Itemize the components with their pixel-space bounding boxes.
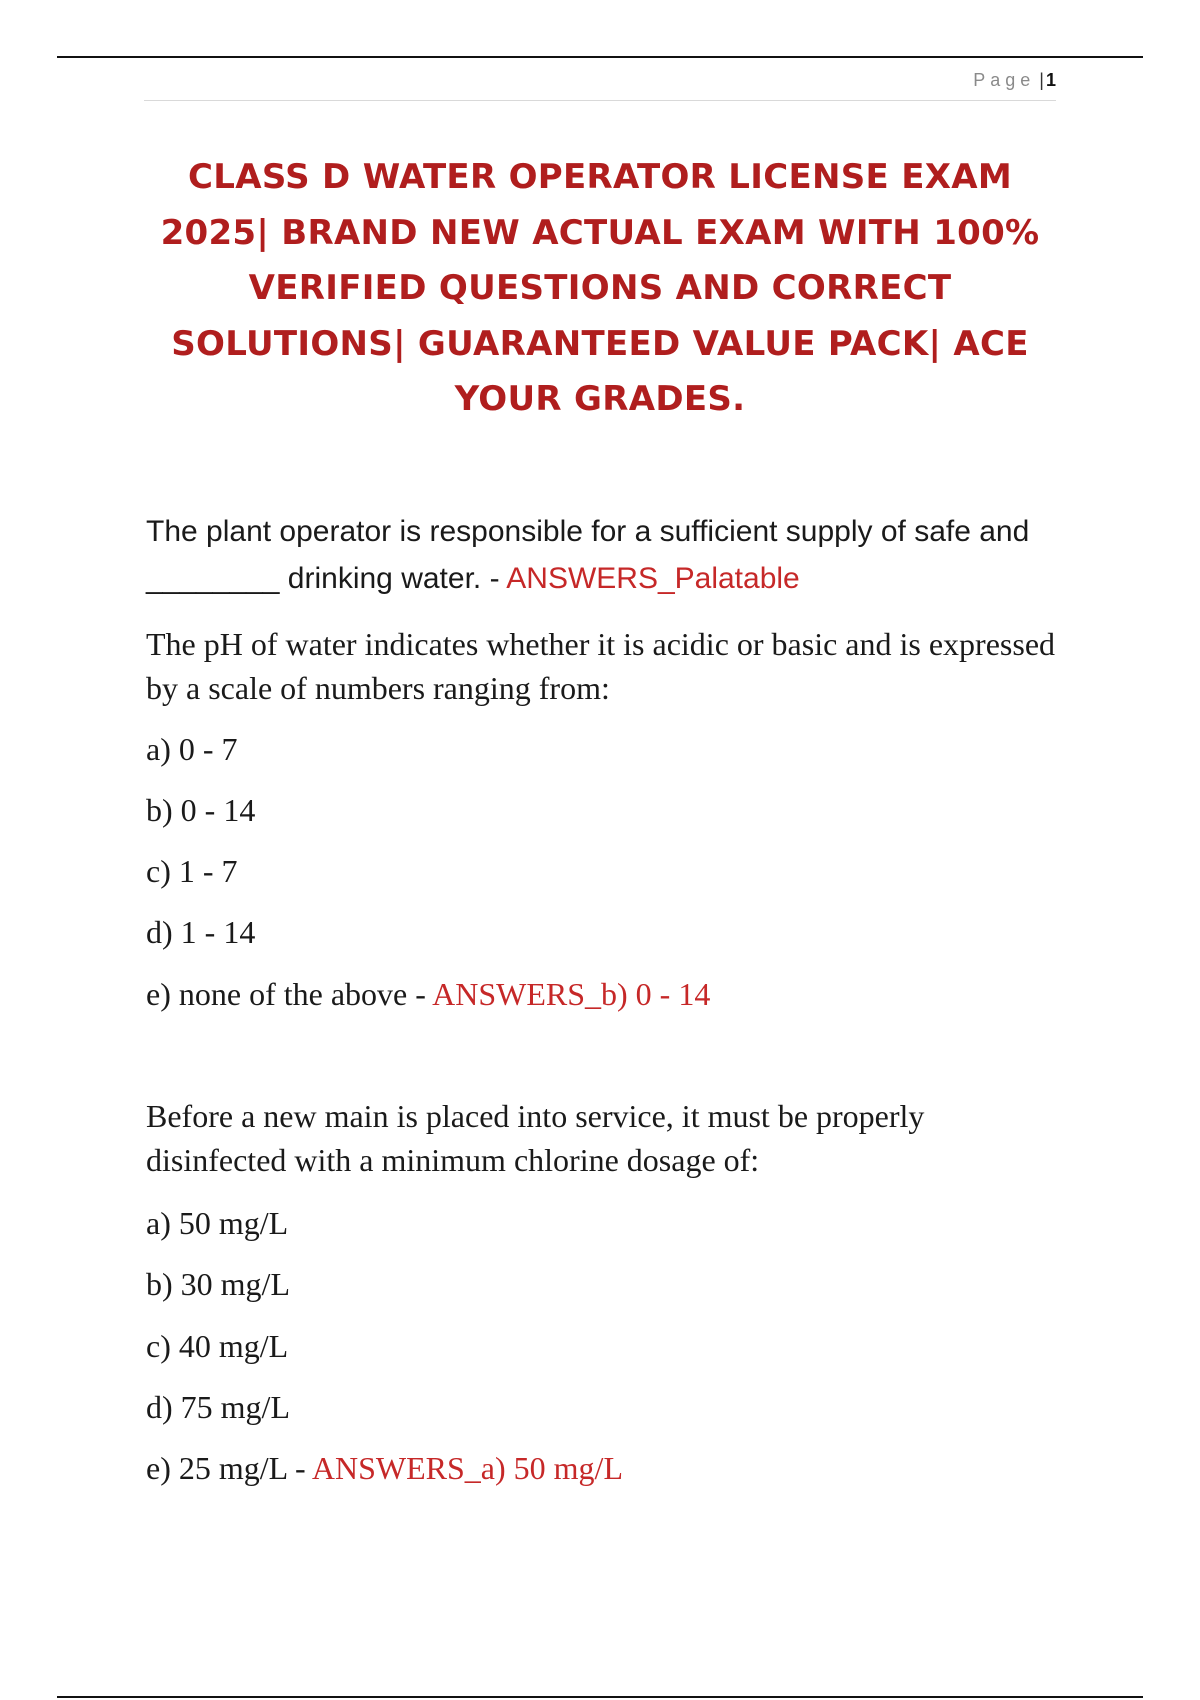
question-1-text: The plant operator is responsible for a sufficient supply of safe and ________ drinking water. - (146, 515, 1030, 595)
question-3-option-e-text: e) 25 mg/L - (146, 1450, 306, 1486)
question-2-option-e (146, 974, 710, 1014)
question-1 (146, 508, 1066, 602)
question-3-option-b: b) 30 mg/L (146, 1266, 290, 1302)
document-title: CLASS D WATER OPERATOR LICENSE EXAM 2025| BRAND NEW ACTUAL EXAM WITH 100% VERIFIED QUESTIONS AND CORRECT SOLUTIONS| GUARANTEED VALUE PACK| ACE YOUR GRADES. (160, 157, 1040, 419)
question-3-option-a: a) 50 mg/L (146, 1205, 289, 1241)
question-3-option-c: c) 40 mg/L (146, 1328, 289, 1364)
question-2-option-e-text: e) none of the above - (146, 976, 426, 1012)
question-2-option-d: d) 1 - 14 (146, 914, 256, 950)
question-3-option-d: d) 75 mg/L (146, 1389, 290, 1425)
question-3-option-e (146, 1448, 623, 1488)
question-2-option-c: c) 1 - 7 (146, 853, 238, 889)
page-separator: | (1039, 70, 1044, 90)
question-2-option-b: b) 0 - 14 (146, 792, 256, 828)
question-2-answer: ANSWERS_b) 0 - 14 (432, 976, 711, 1012)
page-label: Page (973, 70, 1036, 90)
question-2-text: The pH of water indicates whether it is acidic or basic and is expressed by a scale of numbers ranging from: (146, 626, 1056, 706)
page-header (144, 70, 1056, 101)
question-3-text: Before a new main is placed into service, it must be properly disinfected with a minimum chlorine dosage of: (146, 1098, 925, 1178)
bottom-rule (57, 1696, 1143, 1698)
question-3-answer: ANSWERS_a) 50 mg/L (311, 1450, 623, 1486)
top-rule (57, 56, 1143, 58)
page-number: 1 (1045, 70, 1056, 90)
question-1-answer: ANSWERS_Palatable (506, 562, 800, 595)
question-2-option-a: a) 0 - 7 (146, 731, 238, 767)
